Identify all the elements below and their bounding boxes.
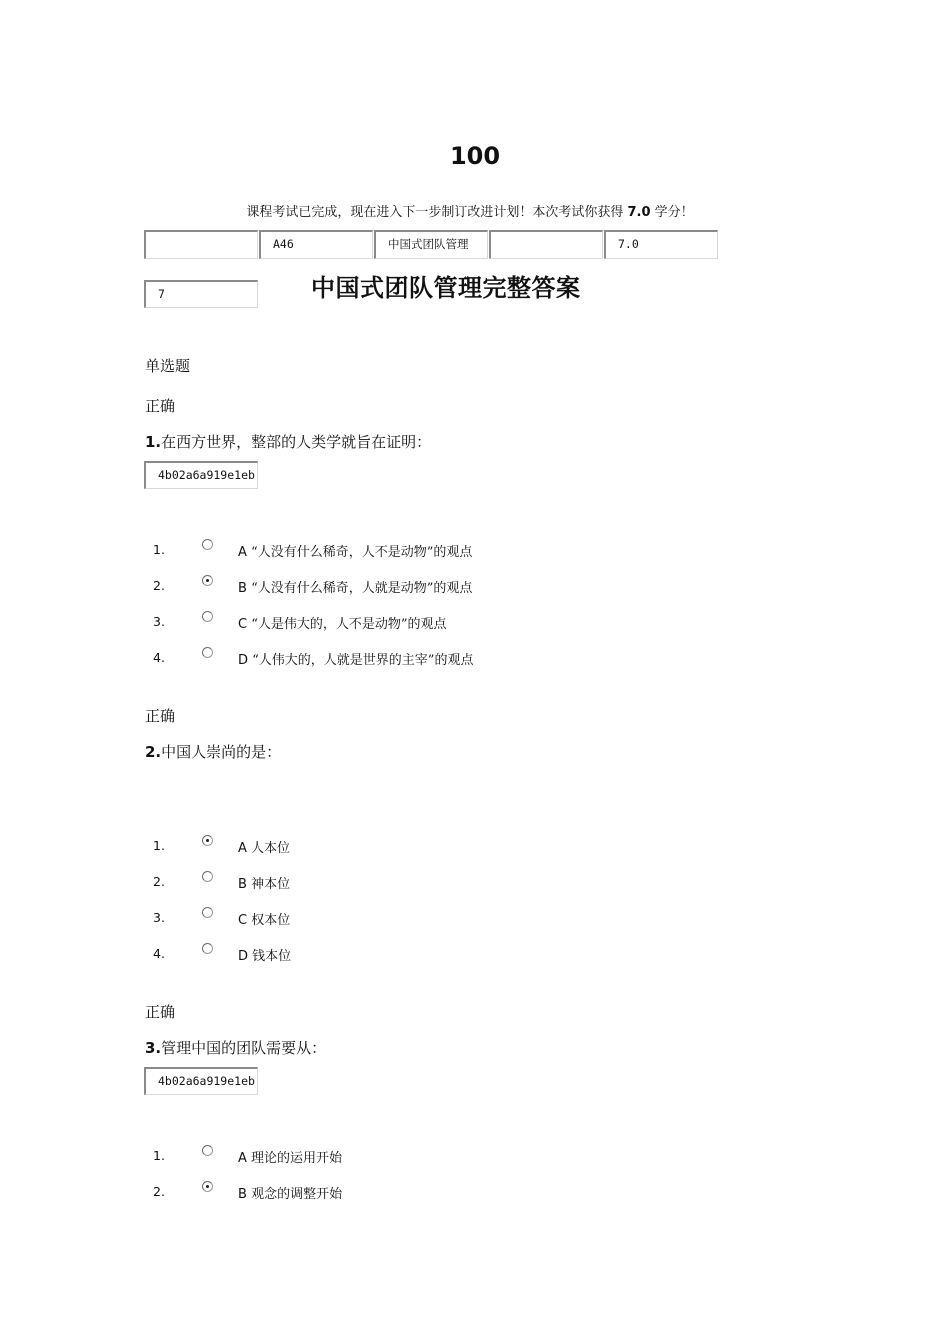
q2-option-1-label[interactable] bbox=[238, 837, 290, 856]
section-label: 单选题 bbox=[145, 357, 191, 375]
question-3-prompt: 管理中国的团队需要从： bbox=[161, 1039, 327, 1057]
q1-option-1-text: “人没有什么稀奇，人不是动物”的观点 bbox=[251, 545, 473, 560]
q2-option-3-letter: C bbox=[238, 913, 248, 928]
q1-option-1-radio[interactable] bbox=[202, 539, 213, 550]
question-2-text bbox=[145, 741, 281, 762]
q1-option-2-label[interactable] bbox=[238, 577, 472, 596]
q2-option-3-label[interactable] bbox=[238, 909, 290, 928]
info-field-1[interactable] bbox=[144, 230, 258, 259]
question-3-text bbox=[145, 1037, 326, 1058]
q1-option-3-text: “人是伟大的，人不是动物”的观点 bbox=[251, 617, 447, 632]
q3-option-2-number: 2. bbox=[153, 1184, 165, 1199]
notice-points: 7.0 bbox=[627, 205, 651, 220]
q2-option-2-label[interactable] bbox=[238, 873, 290, 892]
notice-text-after: 学分！ bbox=[654, 205, 694, 220]
q2-option-1-number: 1. bbox=[153, 838, 165, 853]
question-2-status: 正确 bbox=[145, 707, 176, 725]
info-field-course-name[interactable]: 中国式团队管理 bbox=[374, 230, 488, 259]
score: 100 bbox=[449, 142, 501, 170]
q2-option-1-text: 人本位 bbox=[251, 841, 291, 856]
q2-option-4-text: 钱本位 bbox=[252, 949, 292, 964]
q1-option-2-number: 2. bbox=[153, 578, 165, 593]
q3-option-1-radio[interactable] bbox=[202, 1145, 213, 1156]
q1-option-2-letter: B bbox=[238, 581, 247, 596]
q2-option-4-number: 4. bbox=[153, 946, 165, 961]
q3-option-1-number: 1. bbox=[153, 1148, 165, 1163]
q2-option-2-number: 2. bbox=[153, 874, 165, 889]
count-field[interactable]: 7 bbox=[144, 280, 258, 308]
q1-option-2-radio[interactable] bbox=[202, 575, 213, 586]
q2-option-1-radio[interactable] bbox=[202, 835, 213, 846]
q1-option-1-number: 1. bbox=[153, 542, 165, 557]
question-2-prompt: 中国人崇尚的是： bbox=[161, 743, 282, 761]
q2-option-3-text: 权本位 bbox=[251, 913, 291, 928]
q1-option-2-text: “人没有什么稀奇，人就是动物”的观点 bbox=[251, 581, 473, 596]
question-1-number: 1. bbox=[145, 433, 162, 451]
completion-notice bbox=[0, 201, 940, 220]
q3-option-2-text: 观念的调整开始 bbox=[251, 1187, 343, 1202]
q1-option-4-letter: D bbox=[238, 653, 249, 668]
q1-option-4-number: 4. bbox=[153, 650, 165, 665]
q1-option-4-label[interactable] bbox=[238, 649, 473, 668]
q2-option-2-text: 神本位 bbox=[251, 877, 291, 892]
document-title: 中国式团队管理完整答案 bbox=[311, 274, 581, 302]
q3-option-1-text: 理论的运用开始 bbox=[251, 1151, 343, 1166]
q2-option-4-letter: D bbox=[238, 949, 249, 964]
q3-option-1-letter: A bbox=[238, 1151, 247, 1166]
q2-option-4-label[interactable] bbox=[238, 945, 291, 964]
q3-option-2-letter: B bbox=[238, 1187, 247, 1202]
question-2-number: 2. bbox=[145, 743, 162, 761]
q2-option-3-number: 3. bbox=[153, 910, 165, 925]
info-field-credits[interactable]: 7.0 bbox=[604, 230, 718, 259]
q2-option-1-letter: A bbox=[238, 841, 247, 856]
q2-option-2-letter: B bbox=[238, 877, 247, 892]
q1-option-3-label[interactable] bbox=[238, 613, 447, 632]
q3-option-2-label[interactable] bbox=[238, 1183, 342, 1202]
q2-option-4-radio[interactable] bbox=[202, 943, 213, 954]
notice-text-before: 课程考试已完成，现在进入下一步制订改进计划！本次考试你获得 bbox=[246, 205, 624, 220]
q2-option-2-radio[interactable] bbox=[202, 871, 213, 882]
info-field-course-code[interactable]: A46 bbox=[259, 230, 373, 259]
question-3-status: 正确 bbox=[145, 1003, 176, 1021]
q1-option-3-letter: C bbox=[238, 617, 248, 632]
question-3-code-field[interactable]: 4b02a6a919e1eb bbox=[144, 1067, 258, 1095]
question-1-code-field[interactable]: 4b02a6a919e1eb bbox=[144, 461, 258, 489]
q3-option-2-radio[interactable] bbox=[202, 1181, 213, 1192]
q1-option-1-label[interactable] bbox=[238, 541, 472, 560]
q1-option-3-radio[interactable] bbox=[202, 611, 213, 622]
q1-option-3-number: 3. bbox=[153, 614, 165, 629]
q2-option-3-radio[interactable] bbox=[202, 907, 213, 918]
question-3-number: 3. bbox=[145, 1039, 162, 1057]
question-1-prompt: 在西方世界，整部的人类学就旨在证明： bbox=[161, 433, 432, 451]
q1-option-4-radio[interactable] bbox=[202, 647, 213, 658]
q3-option-1-label[interactable] bbox=[238, 1147, 342, 1166]
info-field-4[interactable] bbox=[489, 230, 603, 259]
question-1-text bbox=[145, 431, 431, 452]
q1-option-1-letter: A bbox=[238, 545, 247, 560]
question-1-status: 正确 bbox=[145, 397, 176, 415]
q1-option-4-text: “人伟大的，人就是世界的主宰”的观点 bbox=[252, 653, 474, 668]
